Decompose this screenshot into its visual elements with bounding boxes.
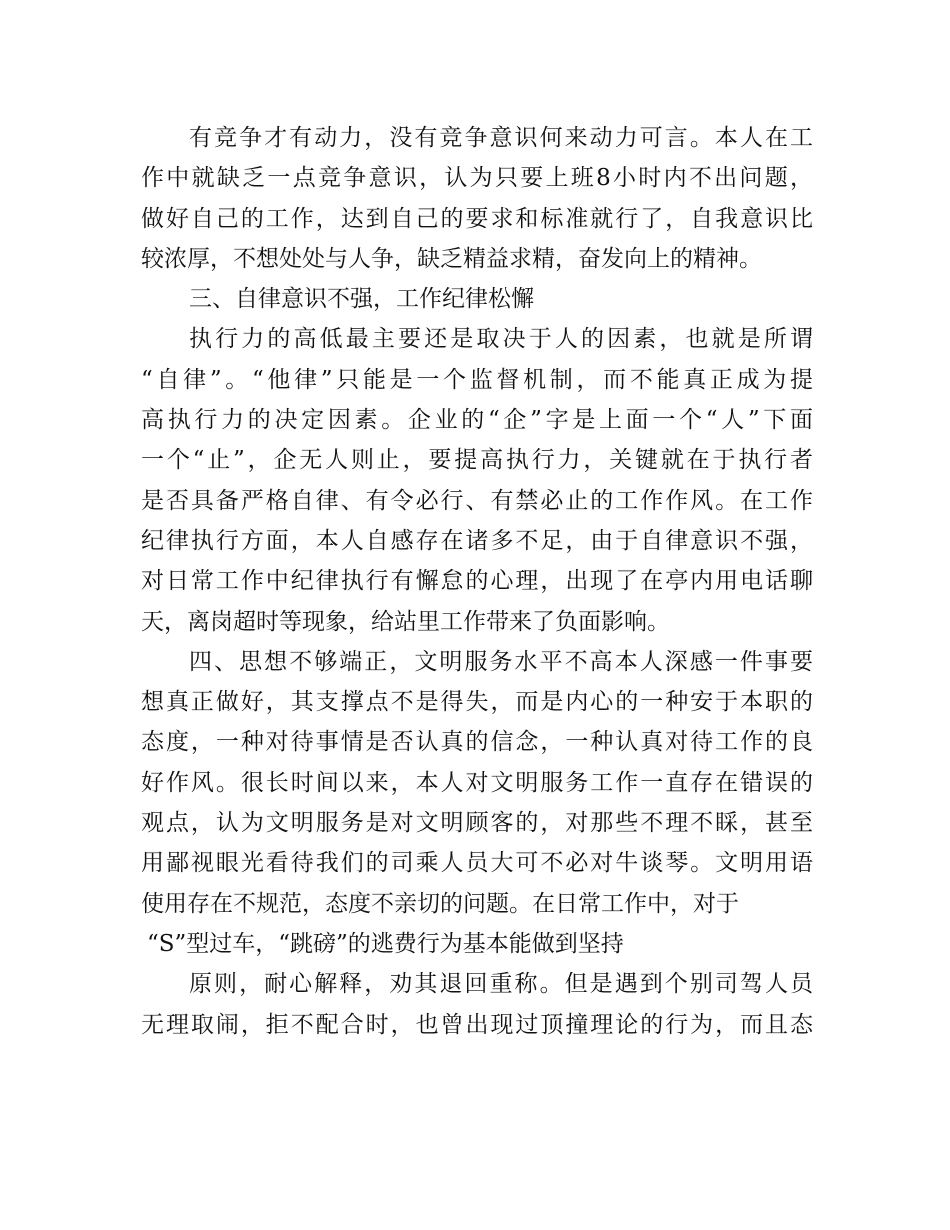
text-line: “S”型过车，“跳磅”的逃费行为基本能做到坚持 [147,930,624,957]
text-line: 好作风。很长时间以来，本人对文明服务工作一直存在错误的 [141,769,813,796]
text-line: 纪律执行方面，本人自感存在诸多不足，由于自律意识不强， [141,527,813,554]
section-heading: 三、自律意识不强，工作纪律松懈 [189,286,534,313]
text-line: 对日常工作中纪律执行有懈怠的心理，出现了在亭内用电话聊 [141,568,813,595]
text-line: 观点，认为文明服务是对文明顾客的，对那些不理不睬，甚至 [141,810,813,837]
text-line: 使用存在不规范，态度不亲切的问题。在日常工作中，对于 [141,890,739,917]
text-line: 作中就缺乏一点竞争意识，认为只要上班8小时内不出问题， [141,165,813,192]
text-line: 是否具备严格自律、有令必行、有禁必止的工作作风。在工作 [141,487,813,514]
text-line: “自律”。“他律”只能是一个监督机制，而不能真正成为提 [141,366,813,393]
text-line: 有竞争才有动力，没有竞争意识何来动力可言。本人在工 [189,125,813,151]
text-line: 执行力的高低最主要还是取决于人的因素，也就是所谓 [189,326,813,353]
text-line: 较浓厚，不想处处与人争，缺乏精益求精，奋发向上的精神。 [141,245,762,272]
text-line: 一个“止”，企无人则止，要提高执行力，关键就在于执行者 [141,447,813,474]
text-line: 无理取闹，拒不配合时，也曾出现过顶撞理论的行为，而且态 [141,1011,813,1038]
text-line: 想真正做好，其支撑点不是得失，而是内心的一种安于本职的 [141,689,813,716]
text-line: 高执行力的决定因素。企业的“企”字是上面一个“人”下面 [141,407,813,434]
text-line: 原则，耐心解释，劝其退回重称。但是遇到个别司驾人员 [189,971,813,998]
section-heading: 四、思想不够端正，文明服务水平不高本人深感一件事要 [189,648,813,675]
document-body [141,118,813,1045]
text-line: 做好自己的工作，达到自己的要求和标准就行了，自我意识比 [141,205,813,232]
text-line: 天，离岗超时等现象，给站里工作带来了负面影响。 [141,608,670,635]
text-line: 用鄙视眼光看待我们的司乘人员大可不必对牛谈琴。文明用语 [141,850,813,877]
text-line: 态度，一种对待事情是否认真的信念，一种认真对待工作的良 [141,729,813,756]
